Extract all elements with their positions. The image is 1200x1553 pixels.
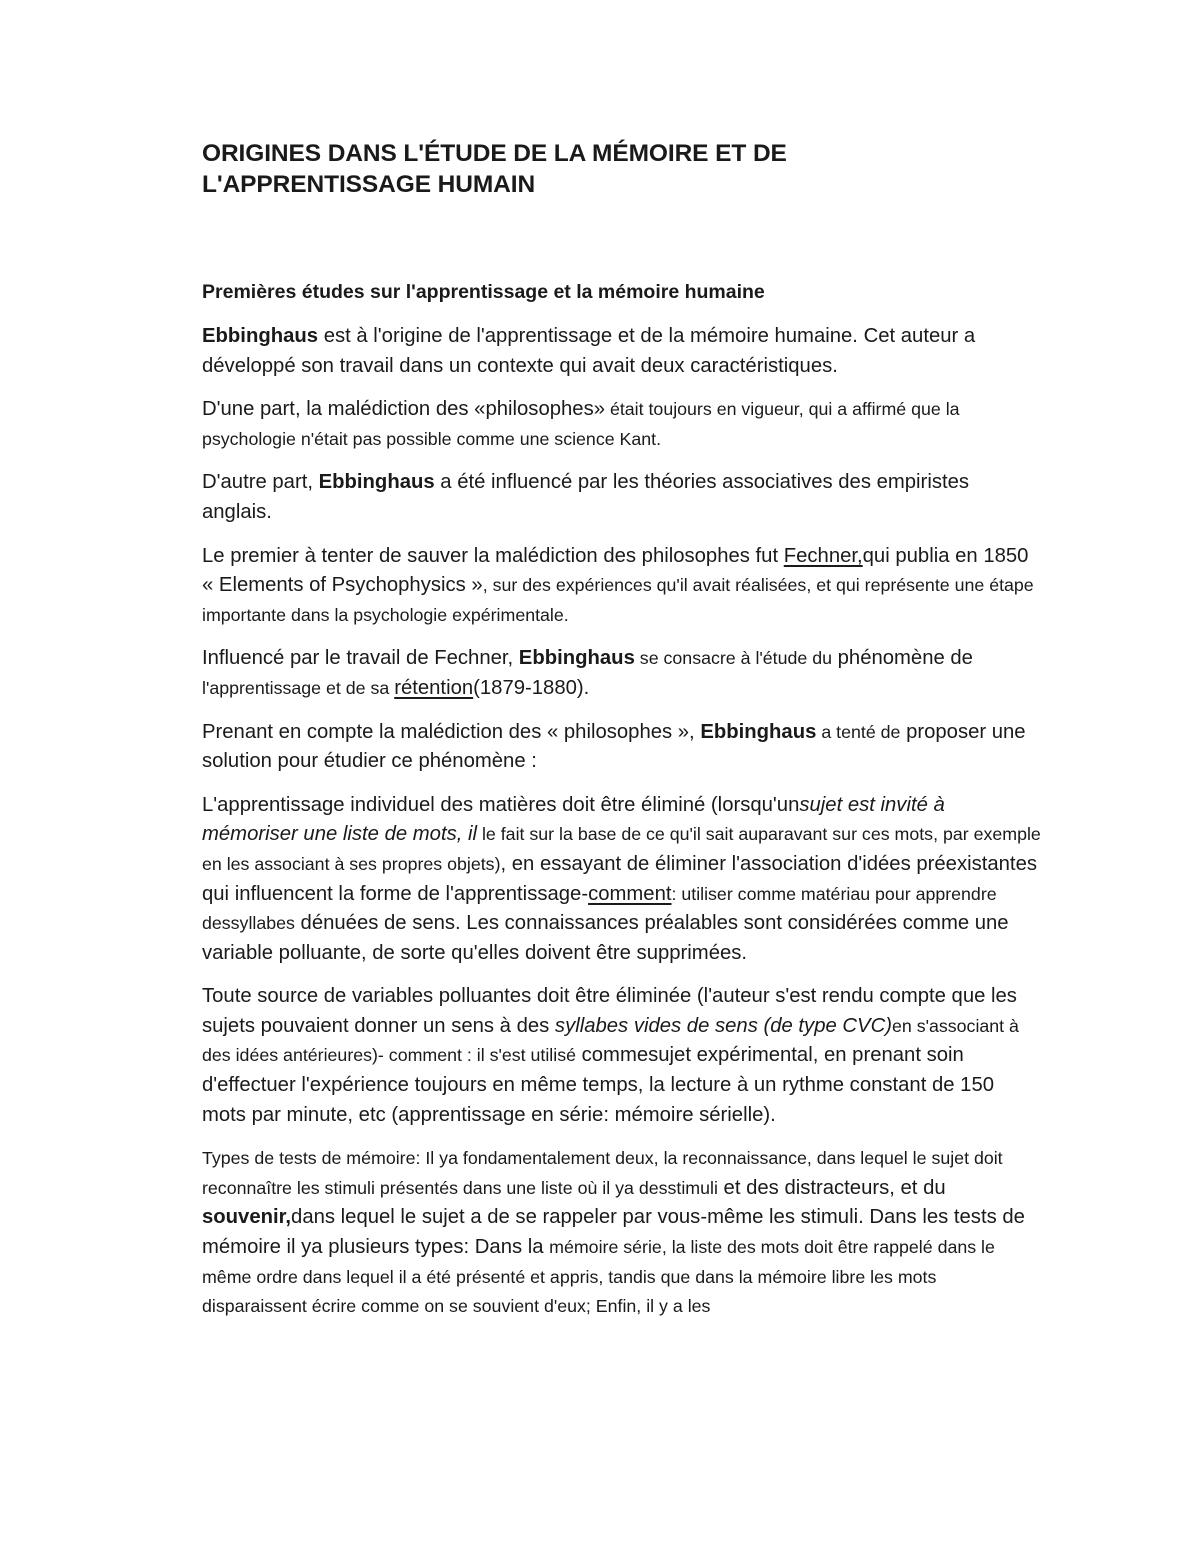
section-title: Premières études sur l'apprentissage et la mémoire humaine xyxy=(202,281,765,303)
paragraph-8: Toute source de variables polluantes doit être éliminée (l'auteur s'est rendu compte que les sujets pouvaient donner un sens à des syllabes vides de sens (de type CVC)en s'associant à des idées antérieures)- comment : il s'est utilisé commesujet expérimental, en prenant soin d'effectuer l'expérience toujours en même temps, la lecture à un rythme constant de 150 mots par minute, etc (apprentissage en série: mémoire sérielle). xyxy=(202,985,1019,1126)
paragraph-6: Prenant en compte la malédiction des « philosophes », Ebbinghaus a tenté de proposer une solution pour étudier ce phénomène : xyxy=(202,720,1026,773)
document-page xyxy=(202,138,1042,1322)
paragraph-9: Types de tests de mémoire: Il ya fondamentalement deux, la reconnaissance, dans lequel le sujet doit reconnaître les stimuli présentés dans une liste où il ya desstimuli et des distracteurs, et du souvenir,dans lequel le sujet a de se rappeler par vous-même les stimuli. Dans les tests de mémoire il ya plusieurs types: Dans la mémoire série, la liste des mots doit être rappelé dans le même ordre dans lequel il a été présenté et appris, tandis que dans la mémoire libre les mots disparaissent écrire comme on se souvient d'eux; Enfin, il y a les xyxy=(202,1148,1025,1317)
comment-link[interactable]: comment xyxy=(588,882,672,905)
document-title xyxy=(202,138,1042,200)
paragraph-2: D'une part, la malédiction des «philosophes» était toujours en vigueur, qui a affirmé que la psychologie n'était pas possible comme une science Kant. xyxy=(202,398,960,449)
paragraph-4: Le premier à tenter de sauver la malédiction des philosophes fut Fechner,qui publia en 1850 « Elements of Psychophysics », sur des expériences qu'il avait réalisées, et qui représente une étape importante dans la psychologie expérimentale. xyxy=(202,544,1034,625)
fechner-link[interactable]: Fechner, xyxy=(783,544,863,567)
paragraph-7: L'apprentissage individuel des matières doit être éliminé (lorsqu'unsujet est invité à mémoriser une liste de mots, il le fait sur la base de ce qu'il sait auparavant sur ces mots, par exemple en les associant à ses propres objets), en essayant de éliminer l'association d'idées préexistantes qui influencent la forme de l'apprentissage-comment: utiliser comme matériau pour apprendre dessyllabes dénuées de sens. Les connaissances préalables sont considérées comme une variable polluante, de sorte qu'elles doivent être supprimées. xyxy=(202,793,1041,964)
paragraph-3: D'autre part, Ebbinghaus a été influencé par les théories associatives des empiristes anglais. xyxy=(202,471,970,523)
document-title-line-2: L'APPRENTISSAGE HUMAIN xyxy=(202,171,536,198)
document-title-line-1: ORIGINES DANS L'ÉTUDE DE LA MÉMOIRE ET DE xyxy=(202,140,787,167)
retention-link[interactable]: rétention xyxy=(394,676,474,699)
paragraph-1: Ebbinghaus est à l'origine de l'apprentissage et de la mémoire humaine. Cet auteur a développé son travail dans un contexte qui avait deux caractéristiques. xyxy=(202,325,976,377)
paragraph-5: Influencé par le travail de Fechner, Ebbinghaus se consacre à l'étude du phénomène de l'apprentissage et de sa rétention(1879-1880). xyxy=(202,647,973,699)
